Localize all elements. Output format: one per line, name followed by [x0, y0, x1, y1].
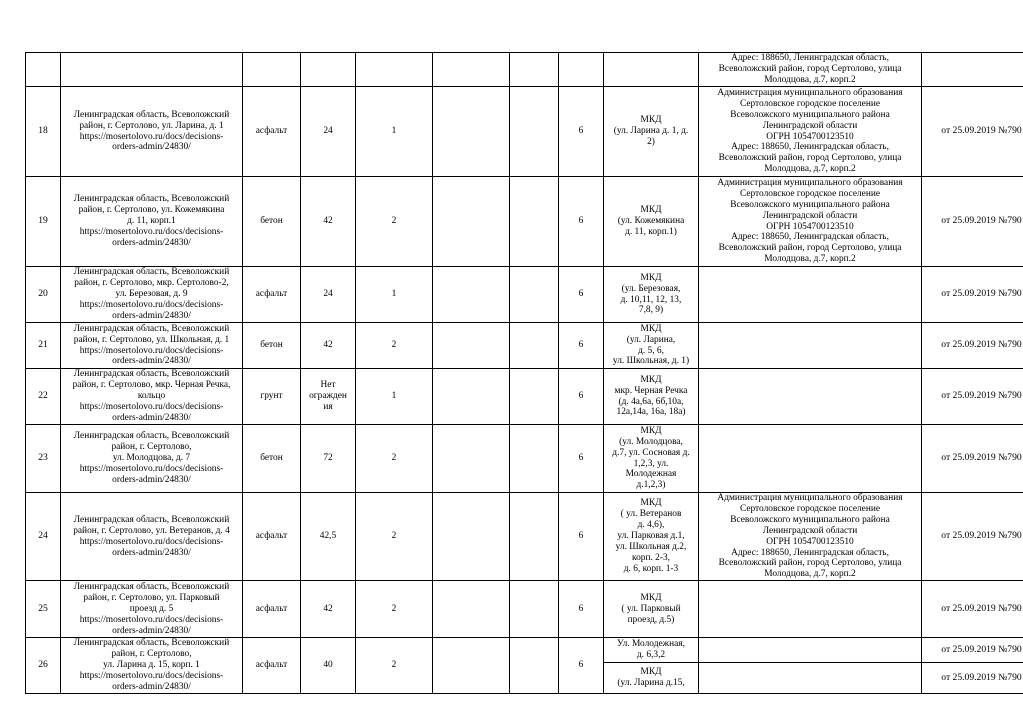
site-address: Ленинградская область, Всеволожский район, г. Сертолово, ул. Школьная, д. 1 https://mosertolovo.ru/docs/decisions- orders-admin/24830/: [61, 323, 243, 369]
empty-cell: [433, 638, 510, 694]
site-area: Нет огражден ия: [301, 369, 356, 425]
row-number: 22: [26, 369, 61, 425]
table-row: [26, 581, 1023, 638]
waste-source: МКД (ул. Кожемякина д. 11, корп.1): [604, 177, 699, 267]
site-address: [61, 53, 243, 87]
empty-cell: [510, 53, 559, 87]
empty-cell: [433, 177, 510, 267]
surface-type: бетон: [243, 425, 301, 493]
decision-date: от 25.09.2019 №790: [922, 267, 1023, 323]
container-volume: 6: [559, 177, 604, 267]
container-volume: 6: [559, 493, 604, 581]
site-area: 42: [301, 581, 356, 638]
site-owner: [699, 369, 922, 425]
surface-type: асфальт: [243, 87, 301, 177]
table-row: [26, 425, 1023, 493]
container-count: 1: [356, 267, 433, 323]
site-owner: [699, 638, 922, 663]
empty-cell: [510, 425, 559, 493]
row-number: 24: [26, 493, 61, 581]
decision-date: от 25.09.2019 №790: [922, 493, 1023, 581]
empty-cell: [433, 53, 510, 87]
decision-date: от 25.09.2019 №790: [922, 663, 1023, 693]
container-volume: 6: [559, 267, 604, 323]
decision-date: от 25.09.2019 №790: [922, 323, 1023, 369]
surface-type: бетон: [243, 323, 301, 369]
surface-type: асфальт: [243, 638, 301, 694]
surface-type: [243, 53, 301, 87]
container-volume: 6: [559, 87, 604, 177]
empty-cell: [433, 493, 510, 581]
empty-cell: [433, 369, 510, 425]
site-owner: Администрация муниципального образования Сертоловское городское поселение Всеволожского муниципального района Ленинградской области ОГРН 1054700123510 Адрес: 188650, Ленинградская область, Всеволожский район, город Сертолово, улица Молодцова, д.7, корп.2: [699, 493, 922, 581]
table-row: [26, 493, 1023, 581]
container-count: 2: [356, 425, 433, 493]
container-count: 2: [356, 638, 433, 694]
waste-source: МКД (ул. Ларина д.15,: [604, 663, 699, 693]
row-number: 26: [26, 638, 61, 694]
site-area: 24: [301, 267, 356, 323]
container-volume: [559, 53, 604, 87]
surface-type: грунт: [243, 369, 301, 425]
register-table-body: [26, 53, 1023, 694]
container-count: [356, 53, 433, 87]
empty-cell: [510, 369, 559, 425]
waste-source: Ул. Молодежная, д. 6,3,2: [604, 638, 699, 663]
table-row: [26, 177, 1023, 267]
decision-date: от 25.09.2019 №790: [922, 369, 1023, 425]
empty-cell: [510, 323, 559, 369]
row-number: 18: [26, 87, 61, 177]
empty-cell: [433, 267, 510, 323]
row-number: 25: [26, 581, 61, 638]
site-address: Ленинградская область, Всеволожский район, г. Сертолово, ул. Ларина д. 15, корп. 1 https://mosertolovo.ru/docs/decisions- orders-admin/24830/: [61, 638, 243, 694]
empty-cell: [510, 267, 559, 323]
container-count: 2: [356, 493, 433, 581]
site-owner: Администрация муниципального образования Сертоловское городское поселение Всеволожского муниципального района Ленинградской области ОГРН 1054700123510 Адрес: 188650, Ленинградская область, Всеволожский район, город Сертолово, улица Молодцова, д.7, корп.2: [699, 177, 922, 267]
site-owner: [699, 663, 922, 693]
container-volume: 6: [559, 369, 604, 425]
container-volume: 6: [559, 638, 604, 694]
site-address: Ленинградская область, Всеволожский район, г. Сертолово, мкр. Черная Речка, кольцо https://mosertolovo.ru/docs/decisions- orders-admin/24830/: [61, 369, 243, 425]
container-count: 1: [356, 369, 433, 425]
empty-cell: [510, 87, 559, 177]
decision-date: от 25.09.2019 №790: [922, 87, 1023, 177]
row-number: 21: [26, 323, 61, 369]
empty-cell: [433, 425, 510, 493]
table-row: [26, 267, 1023, 323]
waste-source: МКД мкр. Черная Речка (д. 4а,6а, 6б,10а, 12а,14а, 16а, 18а): [604, 369, 699, 425]
table-row: [26, 369, 1023, 425]
row-number: 19: [26, 177, 61, 267]
container-count: 2: [356, 581, 433, 638]
site-address: Ленинградская область, Всеволожский район, г. Сертолово, ул. Кожемякина д. 11, корп.1 https://mosertolovo.ru/docs/decisions- orders-admin/24830/: [61, 177, 243, 267]
surface-type: асфальт: [243, 493, 301, 581]
empty-cell: [433, 87, 510, 177]
surface-type: асфальт: [243, 267, 301, 323]
site-address: Ленинградская область, Всеволожский район, г. Сертолово, мкр. Сертолово-2, ул. Березовая, д. 9 https://mosertolovo.ru/docs/decisions- orders-admin/24830/: [61, 267, 243, 323]
site-area: 72: [301, 425, 356, 493]
empty-cell: [433, 323, 510, 369]
container-count: 2: [356, 323, 433, 369]
container-volume: 6: [559, 581, 604, 638]
site-owner: [699, 323, 922, 369]
site-area: 42: [301, 323, 356, 369]
container-count: 1: [356, 87, 433, 177]
empty-cell: [510, 493, 559, 581]
container-volume: 6: [559, 425, 604, 493]
site-address: Ленинградская область, Всеволожский район, г. Сертолово, ул. Парковый проезд д. 5 https://mosertolovo.ru/docs/decisions- orders-admin/24830/: [61, 581, 243, 638]
row-number: 20: [26, 267, 61, 323]
waste-source: МКД (ул. Березовая, д. 10,11, 12, 13, 7,8, 9): [604, 267, 699, 323]
surface-type: асфальт: [243, 581, 301, 638]
site-owner: Администрация муниципального образования Сертоловское городское поселение Всеволожского муниципального района Ленинградской области ОГРН 1054700123510 Адрес: 188650, Ленинградская область, Всеволожский район, город Сертолово, улица Молодцова, д.7, корп.2: [699, 87, 922, 177]
site-area: 40: [301, 638, 356, 694]
site-owner: [699, 425, 922, 493]
decision-date: от 25.09.2019 №790: [922, 177, 1023, 267]
waste-source: МКД ( ул. Парковый проезд, д.5): [604, 581, 699, 638]
empty-cell: [510, 638, 559, 694]
decision-date: [922, 53, 1023, 87]
table-row: [26, 323, 1023, 369]
register-table: [25, 52, 1023, 694]
table-row: [26, 53, 1023, 87]
site-area: 24: [301, 87, 356, 177]
site-address: Ленинградская область, Всеволожский район, г. Сертолово, ул. Ветеранов, д. 4 https://mosertolovo.ru/docs/decisions- orders-admin/24830/: [61, 493, 243, 581]
container-count: 2: [356, 177, 433, 267]
site-area: 42,5: [301, 493, 356, 581]
waste-source: МКД ( ул. Ветеранов д. 4,6), ул. Парковая д.1, ул. Школьная д.2, корп. 2-3, д. 6, корп. 1-3: [604, 493, 699, 581]
row-number: 23: [26, 425, 61, 493]
empty-cell: [510, 177, 559, 267]
site-address: Ленинградская область, Всеволожский район, г. Сертолово, ул. Ларина, д. 1 https://mosertolovo.ru/docs/decisions- orders-admin/24830/: [61, 87, 243, 177]
decision-date: от 25.09.2019 №790: [922, 638, 1023, 663]
site-address: Ленинградская область, Всеволожский район, г. Сертолово, ул. Молодцова, д. 7 https://mosertolovo.ru/docs/decisions- orders-admin/24830/: [61, 425, 243, 493]
container-volume: 6: [559, 323, 604, 369]
waste-source: МКД (ул. Ларина д. 1, д. 2): [604, 87, 699, 177]
site-owner: [699, 581, 922, 638]
surface-type: бетон: [243, 177, 301, 267]
row-number: [26, 53, 61, 87]
site-owner: [699, 267, 922, 323]
decision-date: от 25.09.2019 №790: [922, 425, 1023, 493]
waste-source: МКД (ул. Ларина, д. 5, 6, ул. Школьная, д. 1): [604, 323, 699, 369]
waste-source: [604, 53, 699, 87]
decision-date: от 25.09.2019 №790: [922, 581, 1023, 638]
site-area: 42: [301, 177, 356, 267]
site-owner: Адрес: 188650, Ленинградская область, Всеволожский район, город Сертолово, улица Молодцова, д.7, корп.2: [699, 53, 922, 87]
empty-cell: [510, 581, 559, 638]
table-row: [26, 638, 1023, 663]
table-row: [26, 87, 1023, 177]
waste-source: МКД (ул. Молодцова, д.7, ул. Сосновая д. 1,2,3, ул. Молодежная д.1,2,3): [604, 425, 699, 493]
empty-cell: [433, 581, 510, 638]
site-area: [301, 53, 356, 87]
